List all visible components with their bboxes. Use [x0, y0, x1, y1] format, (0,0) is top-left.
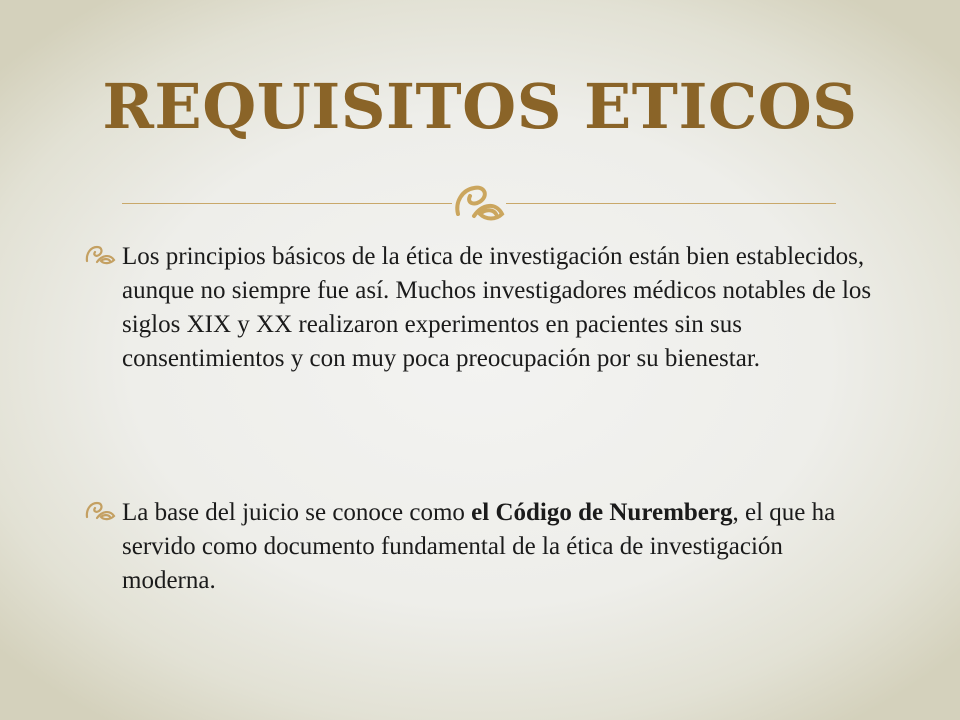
bullet-text-emphasis: el Código de Nuremberg	[471, 499, 733, 526]
slide-title: REQUISITOS ETICOS	[102, 70, 858, 143]
bullet-text	[122, 496, 874, 598]
bullet-item	[84, 240, 874, 376]
bullet-text: Los principios básicos de la ética de investigación están bien establecidos, aunque no siempre fue así. Muchos investigadores médicos notables de los siglos XIX y XX realizaron experimentos en pacientes sin sus consentimientos y con muy poca preocupación por su bienestar.	[122, 243, 872, 372]
bullet-text-rest: , el que ha servido como documento fundamental de la ética de investigación moderna.	[122, 499, 836, 594]
ornament-icon	[452, 180, 506, 224]
bullet-item	[84, 496, 874, 598]
bullet-text-intro: La base del juicio se conoce como	[122, 499, 472, 526]
divider-left	[122, 203, 452, 204]
bullet-glyph-icon	[84, 243, 116, 265]
divider-right	[506, 203, 836, 204]
bullet-glyph-icon	[84, 499, 116, 521]
